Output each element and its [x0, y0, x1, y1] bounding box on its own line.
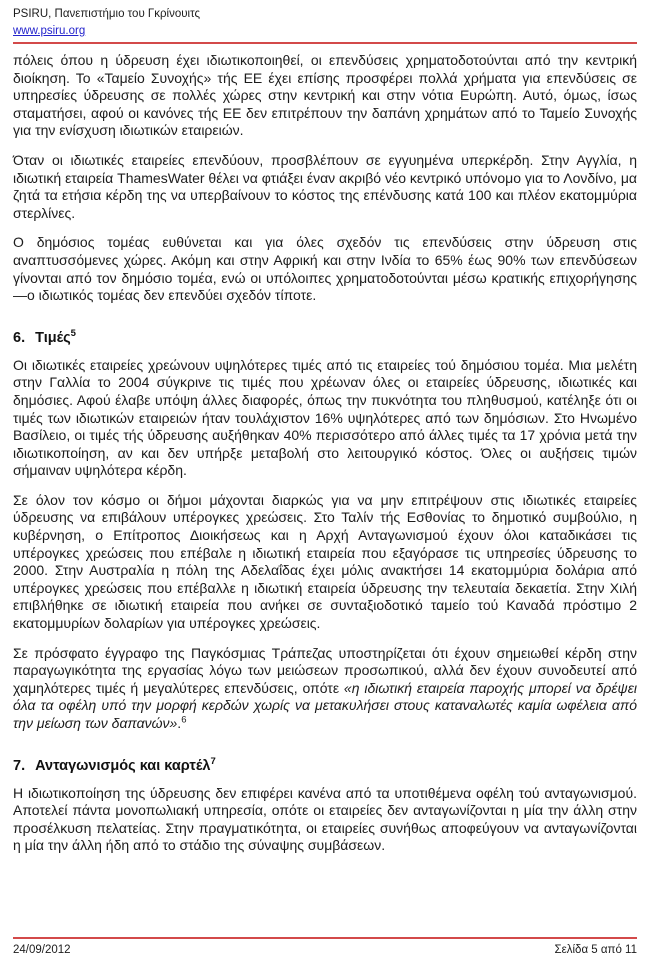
paragraph-world-bank [13, 645, 637, 733]
footer-page-number: Σελίδα 5 από 11 [554, 944, 637, 956]
paragraph-thames-water: Όταν οι ιδιωτικές εταιρείες επενδύουν, προσβλέπουν σε εγγυημένα υπερκέρδη. Στην Αγγλία, η ιδιωτική εταιρεία ThamesWater θέλει να φτιάξει έναν ακριβό νέο κεντρικό υπόνομο για το Λονδίνο, μα ζητά τα ετήσια κέρδη της να υπερβαίνουν το κόστος της επένδυσης κατά 100 και πλέον εκατομμύρια στερλίνες. [13, 151, 637, 221]
section-7-heading [13, 757, 637, 775]
paragraph-public-investment: Ο δημόσιος τομέας ευθύνεται και για όλες σχεδόν τις επενδύσεις στην ύδρευση στις αναπτυσσόμενες χώρες. Ακόμη και στην Αφρική και στην Ινδία το 65% έως 90% των επενδύσεων γίνονται από τον δημόσιο τομέα, ενώ οι υπόλοιπες χρηματοδοτούνται μέσω κρατικής επιχορήγησης —ο ιδιωτικός τομέας δεν επενδύει σχεδόν τίποτε. [13, 234, 637, 304]
world-bank-quote: «η ιδιωτική εταιρεία παροχής μπορεί να δρέψει όλα τα οφέλη υπό την μορφή κερδών χωρίς να μετακυλήσει στους καταναλωτές καμία ωφέλεια από την μείωση των δαπανών» [13, 679, 637, 731]
section-6-title: Τιμές [35, 329, 71, 346]
paragraph-overcharging: Σε όλον τον κόσμο οι δήμοι μάχονται διαρκώς για να μην επιτρέψουν στις ιδιωτικές εταιρείες ύδρευσης να επιβάλουν υπέρογκες χρεώσεις. Στο Ταλίν τής Εσθονίας το δημοτικό συμβούλιο, η κυβέρνηση, ο Επίτροπος Διοικήσεως και η Αρχή Ανταγωνισμού έχουν όλοι καταδικάσει τις υπέρογκες χρεώσεις που επέβαλε η ιδιωτική εταιρεία που εξαγόρασε τις υπηρεσίες ύδρευσης το 2000. Στην Αυστραλία η πόλη της Αδελαΐδας έχει μόλις ανακτήσει 14 εκατομμύρια δολάρια από υπέρογκες χρεώσεις που επέβαλλε η ιδιωτική εταιρεία ύδρευσης την τελευταία δεκαετία. Στην Χιλή επιβλήθηκε σε ιδιωτική εταιρεία που ανήκει σε συνταξιοδοτικό ταμείο τού Καναδά πρόστιμο 2 εκατομμυρίων δολαρίων για υπέρογκες χρεώσεις. [13, 491, 637, 632]
paragraph-price-comparison: Οι ιδιωτικές εταιρείες χρεώνουν υψηλότερες τιμές από τις εταιρείες τού δημόσιου τομέα. Μια μελέτη στην Γαλλία το 2004 σύγκρινε τις τιμές που χρέωναν όλες οι εταιρείες ύδρευσης, ιδιωτικές και δημόσιες. Αφού έλαβε υπόψη άλλες διαφορές, όπως την πυκνότητα του πληθυσμού, κατέληξε ότι οι τιμές των ιδιωτικών εταιρειών ήταν τουλάχιστον 16% υψηλότερες από των δημόσιων. Στο Ηνωμένο Βασίλειο, οι τιμές τής ύδρευσης αυξήθηκαν 40% περισσότερο από άλλες τιμές τα 17 χρόνια μετά την ιδιωτικοποίηση, αν και δεν υπήρξε μεταβολή στο λειτουργικό κόστος. Όλες οι αυξήσεις τιμών σήμαιναν υψηλότερα κέρδη. [13, 356, 637, 479]
section-7-number: 7. [13, 757, 26, 774]
footer-date: 24/09/2012 [13, 944, 71, 956]
section-6-heading [13, 329, 637, 347]
world-bank-footnote-marker: 6 [181, 714, 187, 726]
section-7-footnote-marker: 7 [210, 755, 216, 767]
world-bank-text: Σε πρόσφατο έγγραφο της Παγκόσμιας Τράπεζας υποστηρίζεται ότι έχουν σημειωθεί κέρδη στην παραγωγικότητα της εργασίας λόγω των μειώσεων προσωπικού, αλλά δεν έχουν συνοδευτεί από χαμηλότερες τιμές ή μεγαλύτερες επενδύσεις, οπότε [13, 644, 637, 696]
paragraph-competition: Η ιδιωτικοποίηση της ύδρευσης δεν επιφέρει κανένα από τα υποτιθέμενα οφέλη τού ανταγωνισμού. Αποτελεί πάντα μονοπωλιακή υπηρεσία, οπότε οι εταιρείες δεν ανταγωνίζονται η μία την άλλη στην προσέλκυση πελατείας. Στην πραγματικότητα, οι εταιρείες συνήθως αποφεύγουν να ανταγωνίζονται η μία την άλλη ήδη από το στάδιο της σύναψης συμβάσεων. [13, 784, 637, 854]
page-footer [13, 934, 637, 957]
paragraph-cohesion-fund: πόλεις όπου η ύδρευση έχει ιδιωτικοποιηθεί, οι επενδύσεις χρηματοδοτούνται από την κεντρική διοίκηση. Το «Ταμείο Συνοχής» τής ΕΕ έχει επίσης προσφέρει πολλά χρήματα για επενδύσεις σε υπηρεσίες ύδρευσης σε πολλές χώρες στην κεντρική και στην νότια Ευρώπη. Αυτό, όμως, ίσως σταματήσει, αφού οι κανόνες τής ΕΕ δεν επιτρέπουν την δαπάνη χρημάτων από το Ταμείο Συνοχής για την ενίσχυση ιδιωτικών εταιρειών. [13, 52, 637, 139]
header-org-title: PSIRU, Πανεπιστήμιο του Γκρίνουιτς [13, 8, 201, 20]
page-header [13, 7, 637, 44]
section-6-footnote-marker: 5 [70, 327, 76, 339]
document-body [13, 52, 637, 855]
footer-rule [13, 937, 637, 939]
header-website-link[interactable]: www.psiru.org [13, 25, 86, 37]
section-6-number: 6. [13, 329, 26, 346]
world-bank-period: . [177, 715, 182, 731]
header-rule [13, 42, 637, 44]
section-7-title: Ανταγωνισμός και καρτέλ [35, 757, 211, 774]
